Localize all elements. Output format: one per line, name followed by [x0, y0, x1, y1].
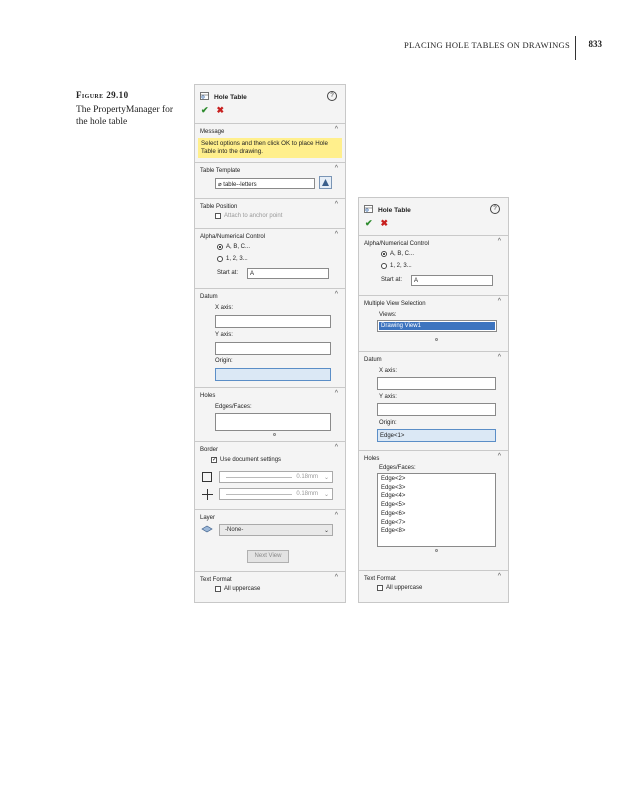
- hole-table-icon: [200, 91, 210, 103]
- radio-numbers-label: 1, 2, 3...: [226, 256, 248, 262]
- y-axis-field[interactable]: [215, 342, 331, 355]
- origin-label: Origin:: [379, 420, 397, 426]
- start-at-value: A: [250, 271, 255, 277]
- grid-border-icon: [202, 489, 213, 502]
- text-format-section: [195, 571, 345, 604]
- border-section: [195, 441, 345, 508]
- running-header: [0, 36, 636, 60]
- list-item[interactable]: Edge<5>: [381, 502, 406, 509]
- table-template-field[interactable]: [215, 178, 315, 189]
- holes-heading: Holes: [364, 456, 380, 462]
- line-sample: [226, 494, 292, 495]
- radio-numbers[interactable]: [381, 263, 387, 269]
- list-item[interactable]: Edge<6>: [381, 510, 406, 517]
- layer-icon: [201, 524, 213, 536]
- list-item[interactable]: Edge<3>: [381, 484, 406, 491]
- hole-table-icon: [364, 204, 374, 216]
- all-uppercase-label: All uppercase: [386, 585, 423, 591]
- pm-title-bar: [364, 204, 411, 216]
- radio-letters[interactable]: [217, 244, 223, 250]
- collapse-chevron-icon[interactable]: ^: [334, 126, 338, 133]
- y-axis-label: Y axis:: [215, 332, 233, 338]
- layer-section: [195, 509, 345, 572]
- help-icon[interactable]: ?: [490, 204, 500, 214]
- box-border-thickness-select[interactable]: [219, 471, 333, 483]
- running-header-title: PLACING HOLE TABLES ON DRAWINGS: [404, 40, 570, 50]
- template-browse-icon[interactable]: [319, 176, 332, 191]
- collapse-chevron-icon[interactable]: ^: [334, 165, 338, 172]
- text-format-heading: Text Format: [364, 576, 396, 582]
- holes-section: [359, 450, 508, 569]
- origin-value: Edge<1>: [380, 433, 405, 439]
- alpha-numerical-section: [359, 235, 508, 294]
- radio-letters[interactable]: [381, 251, 387, 257]
- y-axis-field[interactable]: [377, 403, 496, 416]
- collapse-chevron-icon[interactable]: ^: [334, 291, 338, 298]
- alpha-numerical-heading: Alpha/Numerical Control: [364, 241, 430, 247]
- all-uppercase-checkbox[interactable]: [377, 585, 383, 591]
- table-template-value: ⌀ table--letters: [218, 182, 257, 188]
- edges-faces-list[interactable]: [377, 473, 496, 547]
- layer-select[interactable]: [219, 524, 333, 536]
- pm-title: Hole Table: [214, 93, 247, 101]
- cancel-x-icon[interactable]: ✖: [380, 218, 389, 228]
- resize-handle-icon[interactable]: [273, 433, 276, 436]
- radio-numbers-label: 1, 2, 3...: [390, 263, 412, 269]
- collapse-chevron-icon[interactable]: ^: [497, 354, 501, 361]
- pm-title: Hole Table: [378, 206, 411, 214]
- resize-handle-icon[interactable]: [435, 338, 438, 341]
- x-axis-field[interactable]: [377, 377, 496, 390]
- text-format-heading: Text Format: [200, 577, 232, 583]
- table-template-section: [195, 162, 345, 197]
- multiple-view-heading: Multiple View Selection: [364, 301, 426, 307]
- edges-faces-list[interactable]: [215, 413, 331, 431]
- holes-section: [195, 387, 345, 440]
- attach-anchor-label: Attach to anchor point: [224, 213, 283, 219]
- list-item[interactable]: Edge<2>: [381, 476, 406, 482]
- message-heading: Message: [200, 129, 225, 135]
- layer-value: -None-: [225, 527, 244, 533]
- radio-letters-label: A, B, C...: [226, 244, 251, 250]
- y-axis-label: Y axis:: [379, 394, 397, 400]
- multiple-view-section: [359, 295, 508, 350]
- box-border-thickness-value: 0.18mm: [296, 474, 318, 480]
- collapse-chevron-icon[interactable]: ^: [334, 574, 338, 581]
- grid-border-thickness-value: 0.18mm: [296, 491, 318, 497]
- origin-field[interactable]: [377, 429, 496, 442]
- all-uppercase-checkbox[interactable]: [215, 586, 221, 592]
- start-at-label: Start at:: [381, 277, 403, 283]
- figure-text: The PropertyManager for the hole table: [76, 105, 174, 127]
- edges-faces-label: Edges/Faces:: [215, 404, 252, 410]
- resize-handle-icon[interactable]: [435, 549, 438, 552]
- views-label: Views:: [379, 312, 397, 318]
- pm-title-bar: [200, 91, 247, 103]
- collapse-chevron-icon[interactable]: ^: [334, 390, 338, 397]
- chevron-down-icon: ⌄: [323, 528, 329, 534]
- list-item[interactable]: Edge<7>: [381, 519, 406, 526]
- datum-heading: Datum: [200, 294, 218, 300]
- box-border-icon: [202, 472, 212, 484]
- x-axis-field[interactable]: [215, 315, 331, 328]
- layer-heading: Layer: [200, 515, 216, 521]
- cancel-x-icon[interactable]: ✖: [216, 105, 225, 115]
- ok-check-icon[interactable]: ✔: [201, 105, 209, 115]
- collapse-chevron-icon[interactable]: ^: [334, 512, 338, 519]
- line-sample: [226, 477, 292, 478]
- alpha-numerical-section: [195, 228, 345, 287]
- table-position-heading: Table Position: [200, 204, 238, 210]
- x-axis-label: X axis:: [379, 368, 398, 374]
- page-number: 833: [588, 39, 602, 49]
- use-document-settings-checkbox[interactable]: ✓: [212, 457, 218, 463]
- table-position-section: [195, 198, 345, 227]
- start-at-input[interactable]: [247, 268, 329, 279]
- datum-heading: Datum: [364, 357, 382, 363]
- help-icon[interactable]: ?: [327, 91, 337, 101]
- hole-table-propertymanager-left: [194, 84, 346, 603]
- collapse-chevron-icon[interactable]: ^: [334, 231, 338, 238]
- origin-field[interactable]: [215, 368, 331, 381]
- collapse-chevron-icon[interactable]: ^: [497, 238, 501, 245]
- chevron-down-icon: ⌄: [323, 492, 329, 498]
- chevron-down-icon: ⌄: [323, 475, 329, 481]
- collapse-chevron-icon[interactable]: ^: [334, 444, 338, 451]
- collapse-chevron-icon[interactable]: ^: [497, 298, 501, 305]
- views-list[interactable]: [377, 320, 497, 332]
- ok-check-icon[interactable]: ✔: [365, 218, 373, 228]
- origin-label: Origin:: [215, 358, 233, 364]
- list-item[interactable]: Edge<8>: [381, 528, 406, 535]
- border-heading: Border: [200, 447, 219, 453]
- radio-numbers[interactable]: [217, 256, 223, 262]
- collapse-chevron-icon[interactable]: ^: [497, 573, 501, 580]
- all-uppercase-label: All uppercase: [224, 586, 261, 592]
- attach-anchor-checkbox[interactable]: [215, 213, 221, 219]
- start-at-label: Start at:: [217, 270, 239, 276]
- list-item[interactable]: Edge<4>: [381, 493, 406, 500]
- selected-view-item[interactable]: Drawing View1: [379, 322, 495, 330]
- figure-label: Figure 29.10: [76, 90, 129, 100]
- figure-caption: [76, 90, 186, 128]
- x-axis-label: X axis:: [215, 305, 234, 311]
- collapse-chevron-icon[interactable]: ^: [334, 201, 338, 208]
- header-divider: [575, 36, 576, 60]
- holes-heading: Holes: [200, 393, 216, 399]
- collapse-chevron-icon[interactable]: ^: [497, 453, 501, 460]
- hole-table-propertymanager-right: [358, 197, 509, 603]
- grid-border-thickness-select[interactable]: [219, 488, 333, 500]
- next-view-button[interactable]: Next View: [247, 550, 289, 563]
- use-document-settings-label: Use document settings: [220, 457, 282, 463]
- start-at-value: A: [414, 278, 419, 284]
- start-at-input[interactable]: [411, 275, 493, 286]
- message-section: [195, 123, 345, 164]
- table-template-heading: Table Template: [200, 168, 241, 174]
- edges-faces-label: Edges/Faces:: [379, 465, 416, 471]
- message-text: Select options and then click OK to place Hole Table into the drawing.: [198, 138, 342, 158]
- datum-section: [195, 288, 345, 386]
- alpha-numerical-heading: Alpha/Numerical Control: [200, 234, 266, 240]
- text-format-section: [359, 570, 508, 604]
- radio-letters-label: A, B, C...: [390, 251, 415, 257]
- datum-section: [359, 351, 508, 449]
